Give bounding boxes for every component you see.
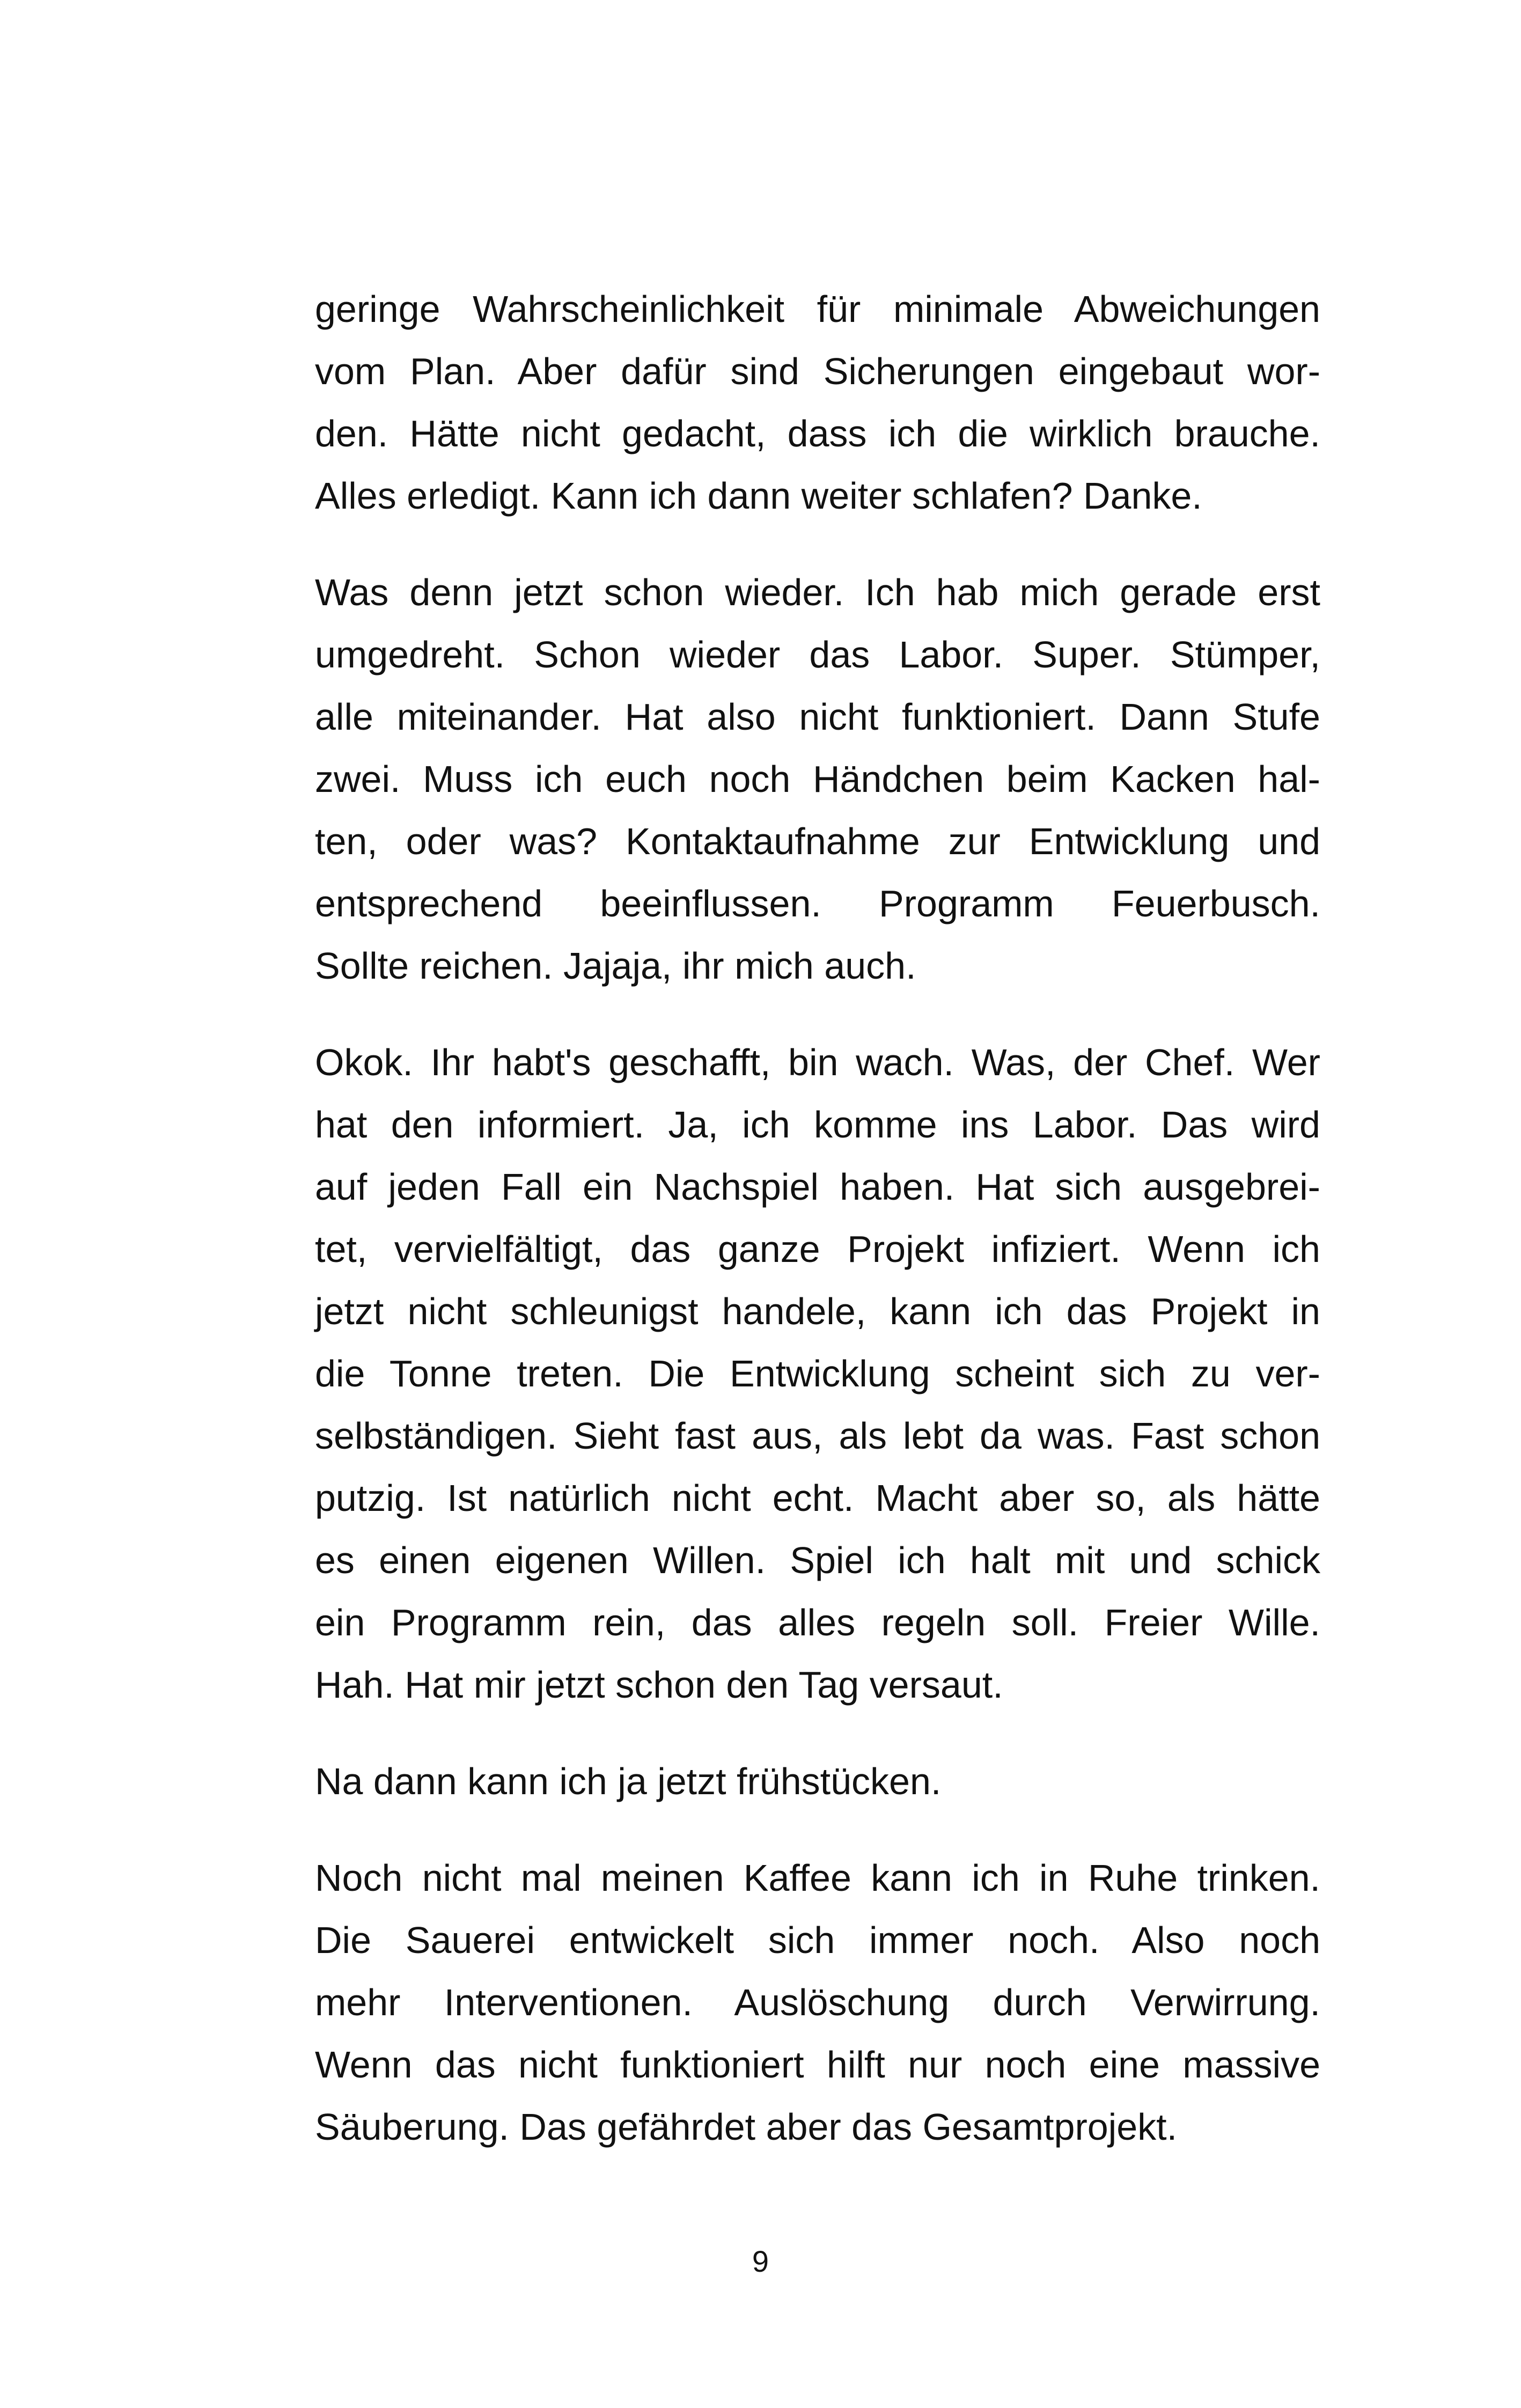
text-line: entsprechend beeinflussen. Programm Feuerbusch. <box>315 883 1320 924</box>
text-line: Was denn jetzt schon wieder. Ich hab mich gerade erst <box>315 571 1320 613</box>
text-line: ein Programm rein, das alles regeln soll. Freier Wille. <box>315 1602 1320 1643</box>
text-line: mehr Interventionen. Auslöschung durch Verwirrung. <box>315 1981 1320 2023</box>
text-line: umgedreht. Schon wieder das Labor. Super. Stümper, <box>315 634 1320 676</box>
text-line: Alles erledigt. Kann ich dann weiter schlafen? Danke. <box>315 475 1202 517</box>
text-line: auf jeden Fall ein Nachspiel haben. Hat sich ausgebrei- <box>315 1166 1320 1208</box>
page-number: 9 <box>752 2244 769 2278</box>
text-line: ten, oder was? Kontaktaufnahme zur Entwicklung und <box>315 820 1320 862</box>
text-line: vom Plan. Aber dafür sind Sicherungen eingebaut wor- <box>315 350 1320 392</box>
text-line: Hah. Hat mir jetzt schon den Tag versaut. <box>315 1664 1003 1706</box>
text-line: tet, vervielfältigt, das ganze Projekt infiziert. Wenn ich <box>315 1228 1320 1270</box>
paragraph <box>315 1847 1320 2158</box>
text-line: die Tonne treten. Die Entwicklung scheint sich zu ver- <box>315 1353 1320 1394</box>
body-text <box>315 278 1320 2192</box>
text-line: Säuberung. Das gefährdet aber das Gesamtprojekt. <box>315 2106 1178 2148</box>
text-line: den. Hätte nicht gedacht, dass ich die wirklich brauche. <box>315 413 1320 454</box>
text-line: putzig. Ist natürlich nicht echt. Macht aber so, als hätte <box>315 1477 1320 1519</box>
text-line: alle miteinander. Hat also nicht funktioniert. Dann Stufe <box>315 696 1320 738</box>
text-line: Wenn das nicht funktioniert hilft nur noch eine massive <box>315 2044 1320 2086</box>
text-line: hat den informiert. Ja, ich komme ins Labor. Das wird <box>315 1104 1320 1146</box>
text-line: geringe Wahrscheinlichkeit für minimale Abweichungen <box>315 288 1320 330</box>
text-line: Sollte reichen. Jajaja, ihr mich auch. <box>315 945 916 987</box>
paragraph <box>315 1031 1320 1716</box>
text-line: Okok. Ihr habt's geschafft, bin wach. Was, der Chef. Wer <box>315 1041 1320 1083</box>
text-line: zwei. Muss ich euch noch Händchen beim Kacken hal- <box>315 758 1320 800</box>
text-line: jetzt nicht schleunigst handele, kann ich das Projekt in <box>315 1290 1320 1332</box>
text-line: selbständigen. Sieht fast aus, als lebt da was. Fast schon <box>315 1415 1320 1457</box>
text-line: Die Sauerei entwickelt sich immer noch. Also noch <box>315 1919 1320 1961</box>
text-line: Noch nicht mal meinen Kaffee kann ich in Ruhe trinken. <box>315 1857 1320 1899</box>
text-line: Na dann kann ich ja jetzt frühstücken. <box>315 1760 942 1802</box>
text-line: es einen eigenen Willen. Spiel ich halt mit und schick <box>315 1539 1320 1581</box>
paragraph <box>315 278 1320 527</box>
paragraph <box>315 561 1320 997</box>
paragraph <box>315 1750 1320 1812</box>
